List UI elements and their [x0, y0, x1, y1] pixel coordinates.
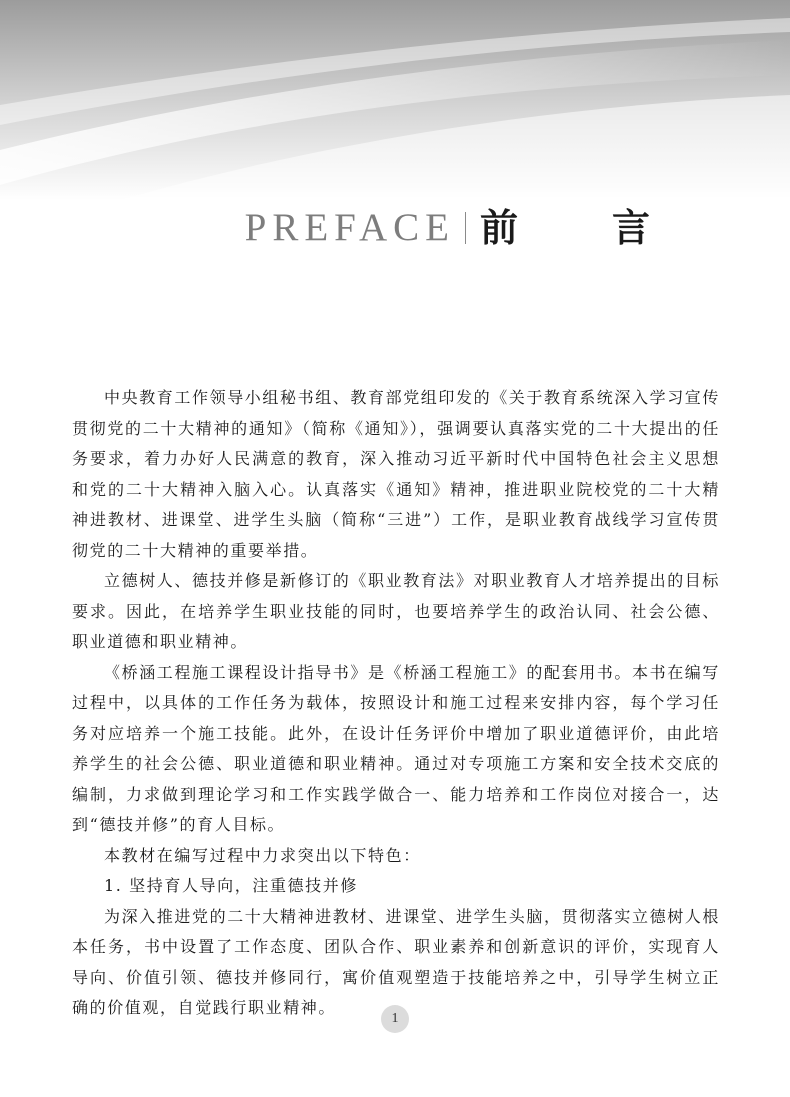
title-chinese: 前 言: [479, 206, 678, 250]
paragraph-1: 中央教育工作领导小组秘书组、教育部党组印发的《关于教育系统深入学习宣传贯彻党的二十大精神的通知》（简称《通知》），强调要认真落实党的二十大提出的任务要求，着力办好人民满意的教育，深入推动习近平新时代中国特色社会主义思想和党的二十大精神入脑入心。认真落实《通知》精神，推进职业院校党的二十大精神进教材、进课堂、进学生头脑（简称“三进”）工作，是职业教育战线学习宣传贯彻党的二十大精神的重要举措。: [72, 388, 721, 560]
paragraph-3: 《桥涵工程施工课程设计指导书》是《桥涵工程施工》的配套用书。本书在编写过程中，以具体的工作任务为载体，按照设计和施工过程来安排内容，每个学习任务对应培养一个施工技能。此外，在设计任务评价中增加了职业道德评价，由此培养学生的社会公德、职业道德和职业精神。通过对专项施工方案和安全技术交底的编制，力求做到理论学习和工作实践学做合一、能力培养和工作岗位对接合一，达到“德技并修”的育人目标。: [72, 662, 721, 834]
title-divider: [465, 212, 466, 244]
page-number: 1: [381, 1005, 409, 1033]
paragraph-4: 本教材在编写过程中力求突出以下特色：: [104, 845, 421, 865]
title-english: PREFACE: [244, 206, 455, 249]
paragraph-2: 立德树人、德技并修是新修订的《职业教育法》对职业教育人才培养提出的目标要求。因此，在培养学生职业技能的同时，也要培养学生的政治认同、社会公德、职业道德和职业精神。: [72, 571, 721, 651]
header-swoosh-graphic: [0, 0, 790, 200]
paragraph-5: 为深入推进党的二十大精神进教材、进课堂、进学生头脑，贯彻落实立德树人根本任务，书中设置了工作态度、团队合作、职业素养和创新意识的评价，实现育人导向、价值引领、德技并修同行，寓价值观塑造于技能培养之中，引导学生树立正确的价值观，自觉践行职业精神。: [72, 906, 721, 1017]
header-decoration: [0, 0, 790, 200]
page-title: [245, 206, 678, 250]
section-heading-1: 1. 坚持育人导向，注重德技并修: [104, 876, 358, 895]
preface-body: [72, 383, 720, 1024]
